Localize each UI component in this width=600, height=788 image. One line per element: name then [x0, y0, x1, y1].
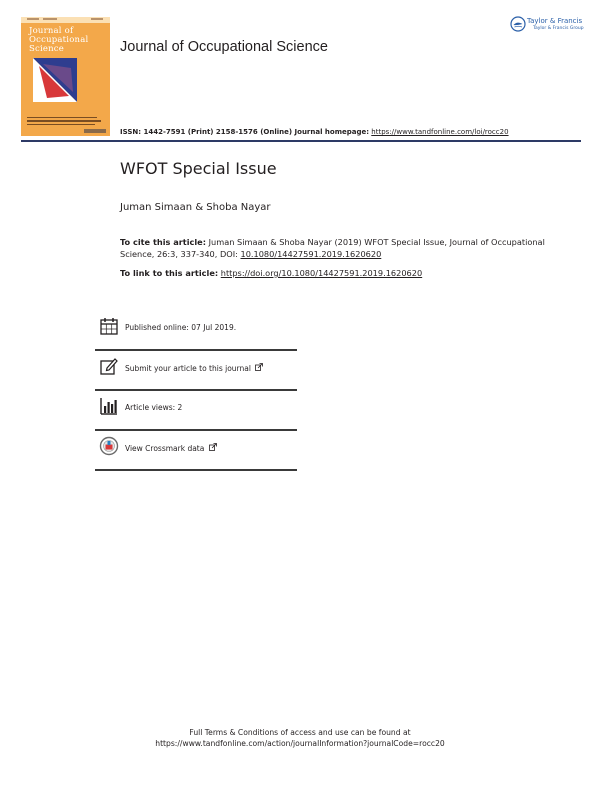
cover-artwork — [33, 58, 77, 102]
cover-top-band — [21, 17, 110, 23]
publisher-group: Taylor & Francis Group — [533, 26, 584, 31]
cover-subtitle-lines — [27, 117, 103, 127]
cite-label: To cite this article: — [120, 237, 206, 247]
article-title: WFOT Special Issue — [120, 159, 277, 178]
info-divider — [95, 469, 297, 471]
submit-article-text[interactable]: Submit your article to this journal — [125, 364, 251, 373]
published-online-text: Published online: 07 Jul 2019. — [125, 323, 237, 332]
cover-publisher-mark — [84, 129, 106, 133]
article-link-line — [120, 268, 422, 278]
calendar-icon — [99, 316, 119, 336]
issn-line — [120, 128, 509, 136]
submit-article-row[interactable] — [95, 352, 297, 382]
header-divider — [21, 140, 581, 142]
article-authors: Juman Simaan & Shoba Nayar — [120, 202, 271, 213]
taylor-francis-logo-icon — [510, 16, 526, 32]
citation-block — [120, 237, 560, 260]
external-link-icon — [255, 363, 263, 371]
info-divider — [95, 389, 297, 391]
crossmark-icon — [99, 436, 119, 456]
cover-journal-title: Journal of Occupational Science — [29, 26, 89, 54]
journal-homepage-link[interactable]: https://www.tandfonline.com/loi/rocc20 — [371, 128, 509, 136]
external-link-icon — [209, 443, 217, 451]
doi-link[interactable]: 10.1080/14427591.2019.1620620 — [240, 248, 382, 259]
crossmark-row[interactable] — [95, 432, 297, 462]
cite-text: Juman Simaan & Shoba Nayar (2019) WFOT Special Issue, Journal of Occupational Science, 26:3, 337-340, DOI: — [120, 237, 545, 259]
published-online-row — [95, 312, 297, 342]
submit-article-link[interactable] — [125, 363, 263, 373]
crossmark-text[interactable]: View Crossmark data — [125, 444, 205, 453]
article-views-row — [95, 392, 297, 422]
info-divider — [95, 349, 297, 351]
journal-title: Journal of Occupational Science — [120, 39, 328, 55]
issn-text: ISSN: 1442-7591 (Print) 2158-1576 (Online) Journal homepage: — [120, 128, 370, 136]
link-label: To link to this article: — [120, 268, 219, 278]
info-divider — [95, 429, 297, 431]
crossmark-link[interactable] — [125, 443, 217, 453]
taylor-francis-logo[interactable] — [508, 14, 586, 42]
bar-chart-icon — [99, 396, 119, 416]
publisher-name: Taylor & Francis — [527, 17, 583, 25]
footer-terms-text: Full Terms & Conditions of access and use can be found at — [189, 728, 411, 737]
footer — [0, 727, 600, 749]
journal-cover[interactable] — [21, 17, 110, 136]
footer-terms-link[interactable]: https://www.tandfonline.com/action/journalInformation?journalCode=rocc20 — [155, 739, 445, 748]
article-url-link[interactable]: https://doi.org/10.1080/14427591.2019.1620620 — [220, 268, 423, 278]
article-views-text: Article views: 2 — [125, 403, 183, 412]
edit-icon — [99, 356, 119, 376]
